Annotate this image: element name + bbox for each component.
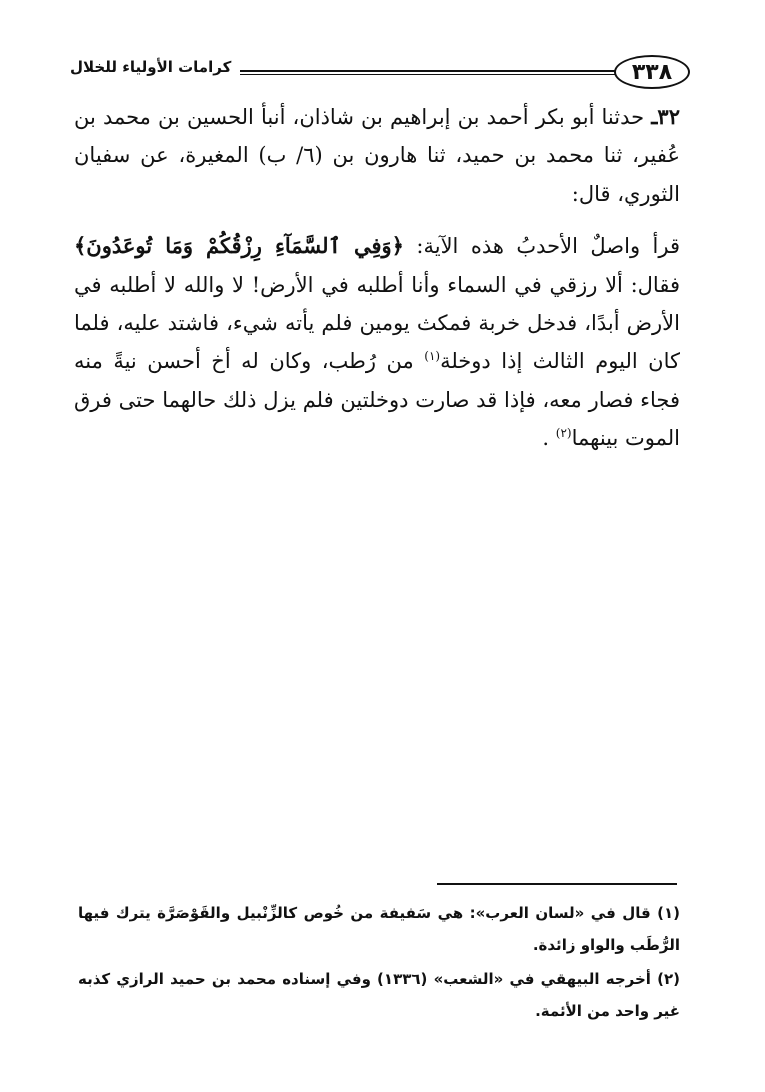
page-number-text: ٣٣٨ — [631, 59, 673, 85]
header-rule — [240, 70, 616, 75]
book-title: كرامات الأولياء للخلال — [70, 58, 232, 76]
matn-text-3: من رُطب، وكان له أخ أحسن نيةً منه فجاء فصار معه، فإذا قد صارت دوخلتين فلم يزل ذلك حالهما حتى فرق الموت بينهما — [74, 349, 680, 451]
matn-paragraph — [74, 227, 680, 457]
footnote-separator — [437, 883, 677, 885]
footnote-ref-1[interactable]: (١) — [424, 349, 441, 364]
page-number — [614, 55, 690, 89]
isnad-paragraph — [74, 98, 680, 213]
footnote-2-text: أخرجه البيهقي في «الشعب» (١٣٣٦) وفي إسناده محمد بن حميد الرازي كذبه غير واحد من الأئمة. — [78, 970, 680, 1020]
matn-text-1: قرأ واصلٌ الأحدبُ هذه الآية: — [416, 234, 680, 259]
isnad-text: حدثنا أبو بكر أحمد بن إبراهيم بن شاذان، أنبأ الحسين بن محمد بن عُفير، ثنا محمد بن حميد، ثنا هارون بن (٦/ ب) المغيرة، عن سفيان الثوري، قال: — [74, 105, 680, 206]
running-header — [70, 50, 690, 90]
narration-body — [74, 98, 680, 458]
footnote-2 — [78, 963, 680, 1027]
quran-verse: ﴿وَفِي ٱلسَّمَآءِ رِزْقُكُمْ وَمَا تُوعَدُونَ﴾ — [74, 233, 404, 259]
narration-number: ٣٢ـ — [651, 104, 680, 129]
footnote-1-text: قال في «لسان العرب»: هي سَفيفة من خُوص كالزِّنْبيل والقَوْصَرَّة يترك فيها الرُّطَب والواو زائدة. — [78, 904, 680, 954]
matn-end: . — [542, 426, 550, 451]
footnote-1-marker: (١) — [657, 904, 680, 922]
footnote-2-marker: (٢) — [657, 970, 680, 988]
matn-text-2: فقال: ألا رزقي في السماء وأنا أطلبه في الأرض! لا والله لا أطلبه في الأرض أبدًا، فدخل خربة فمكث يومين فلم يأته شيء، فاشتد عليه، فلما كان اليوم الثالث إذا دوخلة — [74, 272, 680, 374]
footnotes — [78, 897, 680, 1027]
footnote-ref-2[interactable]: (٢) — [555, 426, 572, 441]
footnote-1 — [78, 897, 680, 961]
